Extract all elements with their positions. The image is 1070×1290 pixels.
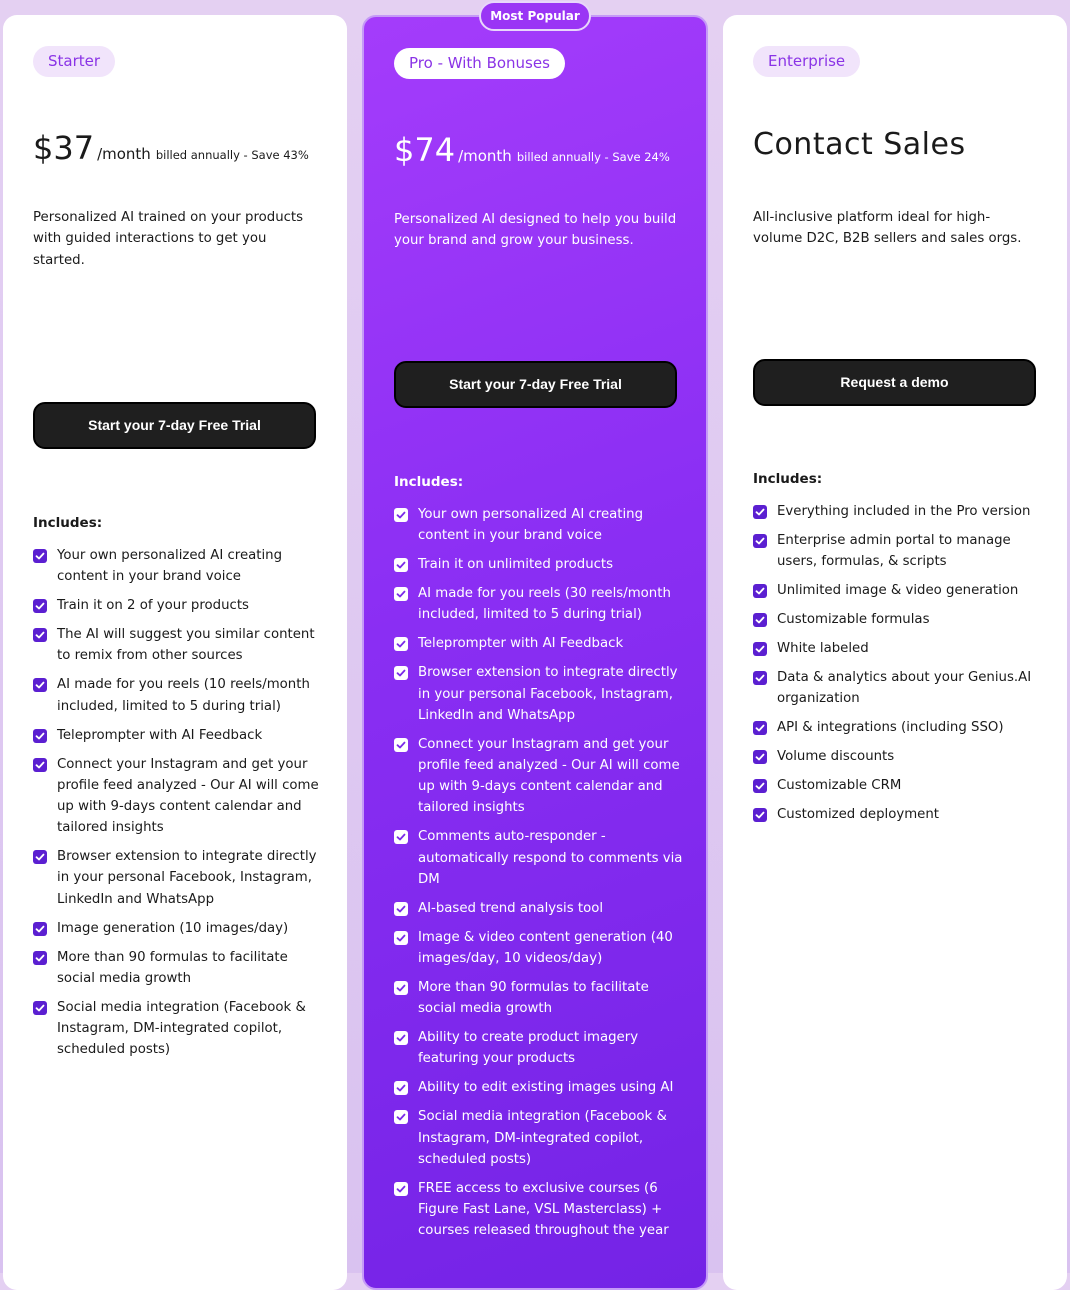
feature-text: Connect your Instagram and get your profile feed analyzed - Our AI will come up with 9-days content calendar and tailored insights xyxy=(57,756,319,836)
feature-text: Browser extension to integrate directly in your personal Facebook, Instagram, LinkedIn and WhatsApp xyxy=(418,665,678,723)
feature-item xyxy=(33,947,323,989)
feature-text: Customizable formulas xyxy=(777,612,930,628)
feature-text: Train it on 2 of your products xyxy=(57,598,249,614)
feature-list-enterprise xyxy=(753,501,1043,833)
contact-sales-heading: Contact Sales xyxy=(753,127,966,162)
feature-item xyxy=(753,580,1043,601)
checkbox-check-icon xyxy=(753,750,767,764)
feature-item xyxy=(394,1027,684,1069)
checkbox-check-icon xyxy=(394,738,408,752)
checkbox-check-icon xyxy=(753,613,767,627)
enterprise-plan-card xyxy=(723,15,1067,1290)
feature-item xyxy=(394,1178,684,1242)
checkbox-check-icon xyxy=(753,534,767,548)
feature-text: Data & analytics about your Genius.AI organization xyxy=(777,670,1032,707)
feature-text: Your own personalized AI creating content in your brand voice xyxy=(418,507,644,544)
pro-plan-card xyxy=(362,15,708,1290)
feature-item xyxy=(33,624,323,666)
checkbox-check-icon xyxy=(394,666,408,680)
feature-item xyxy=(753,775,1043,796)
feature-text: FREE access to exclusive courses (6 Figure Fast Lane, VSL Masterclass) + courses released throughout the year xyxy=(418,1180,669,1239)
feature-text: Train it on unlimited products xyxy=(418,557,614,573)
feature-text: Image & video content generation (40 images/day, 10 videos/day) xyxy=(418,929,673,967)
feature-item xyxy=(33,674,323,716)
feature-text: Everything included in the Pro version xyxy=(777,504,1031,519)
feature-item xyxy=(33,997,323,1061)
starter-plan-card xyxy=(3,15,347,1290)
checkbox-check-icon xyxy=(753,584,767,598)
feature-item xyxy=(394,554,684,575)
feature-text: Browser extension to integrate directly in your personal Facebook, Instagram, LinkedIn and WhatsApp xyxy=(57,849,317,907)
checkbox-check-icon xyxy=(33,850,47,864)
feature-text: Social media integration (Facebook & Instagram, DM-integrated copilot, scheduled posts) xyxy=(418,1109,667,1167)
feature-item xyxy=(394,504,684,546)
feature-item xyxy=(394,583,684,625)
checkbox-check-icon xyxy=(753,642,767,656)
feature-item xyxy=(33,545,323,587)
checkbox-check-icon xyxy=(394,1182,408,1196)
feature-text: Your own personalized AI creating content in your brand voice xyxy=(57,548,283,585)
feature-item xyxy=(33,595,323,616)
checkbox-check-icon xyxy=(394,558,408,572)
feature-text: Volume discounts xyxy=(777,749,895,765)
checkbox-check-icon xyxy=(33,678,47,692)
feature-item xyxy=(33,918,323,939)
checkbox-check-icon xyxy=(394,902,408,916)
checkbox-check-icon xyxy=(33,549,47,563)
feature-text: AI-based trend analysis tool xyxy=(418,900,604,916)
billing-note: billed annually - Save 43% xyxy=(155,148,309,162)
most-popular-badge: Most Popular xyxy=(479,1,591,31)
plan-description: Personalized AI designed to help you build your brand and grow your business. xyxy=(394,212,677,249)
feature-item xyxy=(753,717,1043,738)
feature-text: AI made for you reels (10 reels/month included, limited to 5 during trial) xyxy=(57,677,310,714)
feature-text: The AI will suggest you similar content to remix from other sources xyxy=(57,627,315,664)
checkbox-check-icon xyxy=(394,1110,408,1124)
feature-item xyxy=(394,977,684,1019)
feature-item xyxy=(753,530,1043,572)
checkbox-check-icon xyxy=(394,637,408,651)
checkbox-check-icon xyxy=(394,830,408,844)
feature-text: API & integrations (including SSO) xyxy=(777,720,1004,736)
checkbox-check-icon xyxy=(394,1031,408,1045)
feature-text: Customizable CRM xyxy=(777,778,902,794)
feature-item xyxy=(394,734,684,819)
feature-item xyxy=(394,826,684,890)
price-period: /month xyxy=(458,147,512,165)
includes-heading: Includes: xyxy=(394,474,464,490)
feature-text: Ability to edit existing images using AI xyxy=(418,1080,674,1096)
feature-text: Teleprompter with AI Feedback xyxy=(418,636,624,652)
feature-item xyxy=(753,804,1043,825)
price-period: /month xyxy=(97,145,151,163)
request-demo-button[interactable]: Request a demo xyxy=(753,359,1036,406)
feature-text: Image generation (10 images/day) xyxy=(57,920,289,936)
feature-text: More than 90 formulas to facilitate social media growth xyxy=(57,949,288,986)
feature-text: Social media integration (Facebook & Instagram, DM-integrated copilot, scheduled posts) xyxy=(57,999,306,1058)
checkbox-check-icon xyxy=(394,587,408,601)
checkbox-check-icon xyxy=(33,729,47,743)
feature-text: Customized deployment xyxy=(777,807,939,823)
checkbox-check-icon xyxy=(394,981,408,995)
checkbox-check-icon xyxy=(753,808,767,822)
plan-description: Personalized AI trained on your products with guided interactions to get you started. xyxy=(33,210,304,268)
feature-text: Unlimited image & video generation xyxy=(777,583,1019,599)
feature-item xyxy=(753,667,1043,709)
plan-tag-pro: Pro - With Bonuses xyxy=(394,48,565,79)
feature-item xyxy=(753,609,1043,630)
plan-tag-enterprise: Enterprise xyxy=(753,46,860,77)
checkbox-check-icon xyxy=(753,505,767,519)
feature-text: White labeled xyxy=(777,641,869,657)
feature-item xyxy=(394,1106,684,1170)
feature-item xyxy=(753,746,1043,767)
price-pro xyxy=(394,131,670,169)
plan-tag-starter: Starter xyxy=(33,46,115,77)
feature-item xyxy=(33,725,323,746)
feature-text: Teleprompter with AI Feedback xyxy=(57,727,263,743)
feature-item xyxy=(394,1077,684,1098)
checkbox-check-icon xyxy=(394,931,408,945)
feature-list-pro xyxy=(394,504,684,1249)
checkbox-check-icon xyxy=(33,599,47,613)
checkbox-check-icon xyxy=(33,951,47,965)
feature-item xyxy=(753,638,1043,659)
start-trial-button-starter[interactable]: Start your 7-day Free Trial xyxy=(33,402,316,449)
feature-item xyxy=(33,754,323,839)
checkbox-check-icon xyxy=(33,758,47,772)
feature-text: More than 90 formulas to facilitate social media growth xyxy=(418,980,649,1017)
feature-item xyxy=(394,898,684,919)
feature-item xyxy=(394,927,684,969)
feature-item xyxy=(394,633,684,654)
feature-text: AI made for you reels (30 reels/month included, limited to 5 during trial) xyxy=(418,586,671,623)
checkbox-check-icon xyxy=(394,508,408,522)
checkbox-check-icon xyxy=(394,1081,408,1095)
feature-text: Connect your Instagram and get your profile feed analyzed - Our AI will come up with 9-days content calendar and tailored insights xyxy=(418,736,680,816)
checkbox-check-icon xyxy=(33,1001,47,1015)
feature-text: Comments auto-responder - automatically respond to comments via DM xyxy=(418,829,683,887)
includes-heading: Includes: xyxy=(33,515,103,531)
feature-item xyxy=(753,501,1043,522)
start-trial-button-pro[interactable]: Start your 7-day Free Trial xyxy=(394,361,677,408)
feature-text: Ability to create product imagery featuring your products xyxy=(418,1030,639,1067)
feature-list-starter xyxy=(33,545,323,1068)
includes-heading: Includes: xyxy=(753,471,823,487)
checkbox-check-icon xyxy=(753,779,767,793)
checkbox-check-icon xyxy=(753,721,767,735)
checkbox-check-icon xyxy=(33,628,47,642)
feature-text: Enterprise admin portal to manage users, formulas, & scripts xyxy=(777,533,1011,570)
checkbox-check-icon xyxy=(33,922,47,936)
checkbox-check-icon xyxy=(753,671,767,685)
price-amount: $37 xyxy=(33,129,95,167)
price-amount: $74 xyxy=(394,131,456,169)
feature-item xyxy=(394,662,684,726)
plan-description: All-inclusive platform ideal for high-volume D2C, B2B sellers and sales orgs. xyxy=(753,210,1022,247)
price-starter xyxy=(33,129,309,167)
feature-item xyxy=(33,846,323,910)
billing-note: billed annually - Save 24% xyxy=(516,150,670,164)
